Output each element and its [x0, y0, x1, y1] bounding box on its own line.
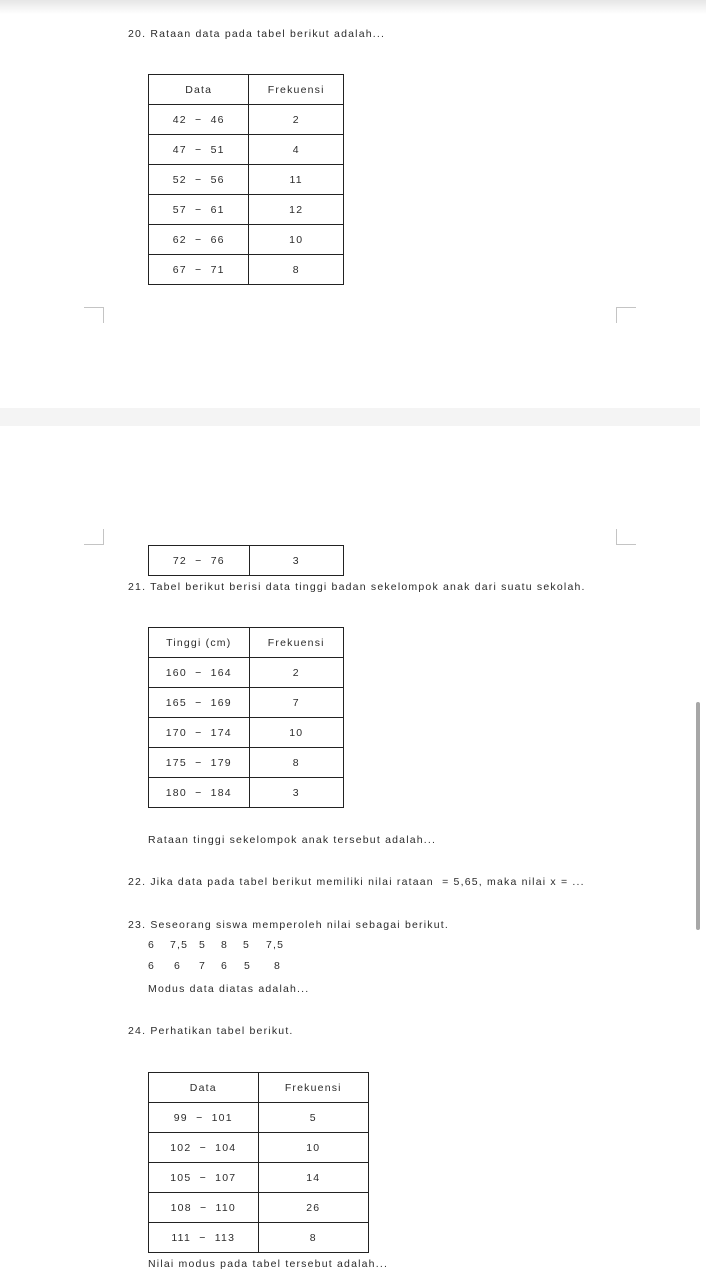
- table-row: [149, 1193, 369, 1223]
- score-value: 6: [174, 960, 182, 972]
- q20-freq: 12: [249, 195, 344, 225]
- q20-table: [148, 74, 344, 285]
- q24-range: 99 − 101: [149, 1103, 259, 1133]
- q24-table: [148, 1072, 369, 1253]
- q21-range: 160 − 164: [149, 658, 250, 688]
- q20-freq: 8: [249, 255, 344, 285]
- table-row: [149, 255, 344, 285]
- q24-range: 102 − 104: [149, 1133, 259, 1163]
- table-row: [149, 1133, 369, 1163]
- q20-range: 57 − 61: [149, 195, 249, 225]
- vertical-scrollbar[interactable]: [696, 702, 700, 930]
- score-value: 6: [148, 960, 156, 972]
- table-row: [149, 1163, 369, 1193]
- q23-question: Modus data diatas adalah...: [148, 983, 310, 995]
- table-row: [149, 165, 344, 195]
- q21-range: 165 − 169: [149, 688, 250, 718]
- table-row: [149, 718, 344, 748]
- table-row: [149, 135, 344, 165]
- table-row: [149, 1103, 369, 1133]
- table-row: [149, 1223, 369, 1253]
- q21-header-height: Tinggi (cm): [149, 628, 250, 658]
- window-top-shadow: [0, 0, 706, 14]
- table-row: [149, 546, 344, 576]
- table-row: [149, 195, 344, 225]
- q21-table: [148, 627, 344, 808]
- q21-range: 180 − 184: [149, 778, 250, 808]
- page-break: [0, 408, 700, 426]
- q24-question: Nilai modus pada tabel tersebut adalah...: [148, 1258, 389, 1270]
- q23-title: 23. Seseorang siswa memperoleh nilai sebagai berikut.: [128, 919, 449, 931]
- table-row: [149, 105, 344, 135]
- q24-freq: 26: [258, 1193, 368, 1223]
- q20-freq: 10: [249, 225, 344, 255]
- q21-title: 21. Tabel berikut berisi data tinggi badan sekelompok anak dari suatu sekolah.: [128, 581, 586, 593]
- q20-range: 42 − 46: [149, 105, 249, 135]
- q24-freq: 5: [258, 1103, 368, 1133]
- q21-freq: 2: [249, 658, 343, 688]
- q20-range: 67 − 71: [149, 255, 249, 285]
- q24-freq: 14: [258, 1163, 368, 1193]
- q24-header-data: Data: [149, 1073, 259, 1103]
- q20-freq: 2: [249, 105, 344, 135]
- score-value: 5: [244, 960, 252, 972]
- q21-freq: 8: [249, 748, 343, 778]
- page-corner-mark: [84, 529, 104, 545]
- score-value: 8: [221, 939, 229, 951]
- q22-title: 22. Jika data pada tabel berikut memiliki nilai rataan = 5,65, maka nilai x = ...: [128, 876, 585, 888]
- q20-range: 62 − 66: [149, 225, 249, 255]
- q24-header-freq: Frekuensi: [258, 1073, 368, 1103]
- table-row: [149, 778, 344, 808]
- q20-freq: 3: [249, 546, 343, 576]
- q21-range: 170 − 174: [149, 718, 250, 748]
- q21-range: 175 − 179: [149, 748, 250, 778]
- score-value: 5: [243, 939, 251, 951]
- q20-header-data: Data: [149, 75, 249, 105]
- score-value: 5: [199, 939, 207, 951]
- q20-header-freq: Frekuensi: [249, 75, 344, 105]
- q20-range: 52 − 56: [149, 165, 249, 195]
- q20-range: 47 − 51: [149, 135, 249, 165]
- q21-header-freq: Frekuensi: [249, 628, 343, 658]
- score-value: 6: [221, 960, 229, 972]
- q21-question: Rataan tinggi sekelompok anak tersebut adalah...: [148, 834, 437, 846]
- table-row: [149, 658, 344, 688]
- score-value: 7: [199, 960, 207, 972]
- q20-title: 20. Rataan data pada tabel berikut adalah...: [128, 28, 386, 40]
- q24-freq: 8: [258, 1223, 368, 1253]
- q21-freq: 3: [249, 778, 343, 808]
- table-row: [149, 225, 344, 255]
- q24-range: 105 − 107: [149, 1163, 259, 1193]
- page-corner-mark: [84, 307, 104, 323]
- score-value: 7,5: [266, 939, 285, 951]
- q24-range: 108 − 110: [149, 1193, 259, 1223]
- q20-table-continued: [148, 545, 344, 576]
- score-value: 8: [274, 960, 282, 972]
- score-value: 6: [148, 939, 156, 951]
- q21-freq: 7: [249, 688, 343, 718]
- q20-range: 72 − 76: [149, 546, 250, 576]
- q21-freq: 10: [249, 718, 343, 748]
- score-value: 7,5: [170, 939, 189, 951]
- q24-title: 24. Perhatikan tabel berikut.: [128, 1025, 294, 1037]
- q24-freq: 10: [258, 1133, 368, 1163]
- page-corner-mark: [616, 529, 636, 545]
- q24-range: 111 − 113: [149, 1223, 259, 1253]
- table-row: [149, 748, 344, 778]
- table-row: [149, 688, 344, 718]
- q20-freq: 11: [249, 165, 344, 195]
- q20-freq: 4: [249, 135, 344, 165]
- page-corner-mark: [616, 307, 636, 323]
